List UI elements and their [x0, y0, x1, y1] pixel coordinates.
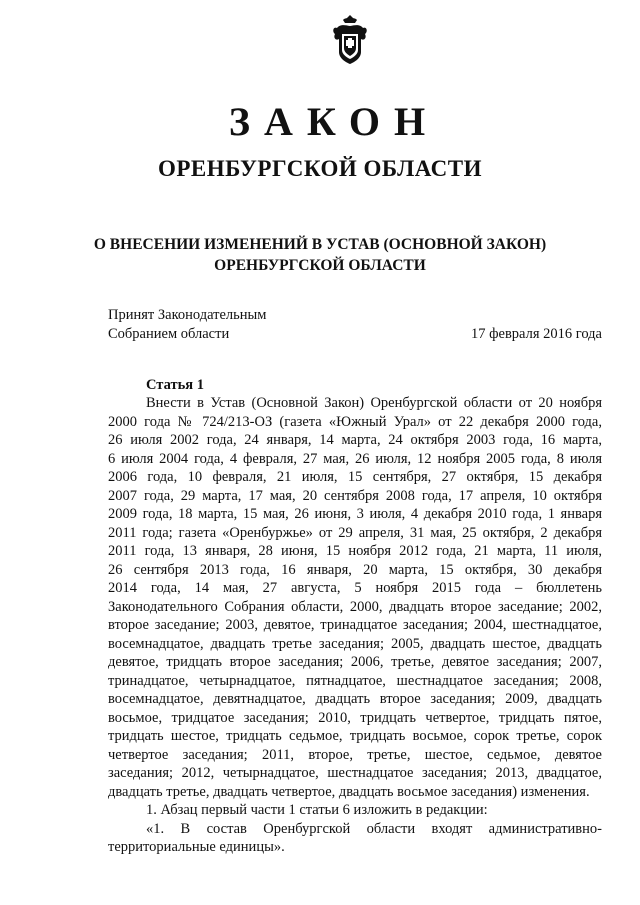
article-line: 2007 года, 29 марта, 17 мая, 20 сентября 2008 года, 17 апреля, 10 октября	[108, 487, 602, 504]
article-line: двадцать третье, двадцать четвертое, двадцать восьмое заседания) изменения.	[108, 783, 590, 800]
article-heading: Статья 1	[146, 377, 204, 393]
article-line: 2006 года, 10 февраля, 21 июля, 15 сентября, 27 октября, 15 декабря	[108, 469, 602, 485]
adoption-line-1: Принят Законодательным	[108, 307, 267, 323]
document-title: ЗАКОН	[228, 99, 440, 144]
article-line: 2009 года, 18 марта, 15 мая, 26 июня, 3 июля, 4 декабря 2010 года, 1 января	[108, 506, 602, 522]
article-body	[108, 394, 602, 857]
article-line: Законодательного Собрания области, 2000, двадцать второе заседание; 2002,	[108, 598, 602, 615]
article-line: девятое, тридцать второе заседания; 2006, третье, девятое заседания; 2007,	[108, 654, 602, 670]
article-line: «1. В состав Оренбургской области входят административно-	[146, 820, 602, 837]
article-line: 2011 года; газета «Оренбуржье» от 29 апреля, 31 мая, 25 октября, 2 декабря	[108, 524, 602, 541]
article-line: тринадцатое, четырнадцатое, пятнадцатое, шестнадцатое заседания; 2008,	[108, 672, 602, 689]
article-line: 26 июля 2002 года, 24 января, 14 марта, 24 октября 2003 года, 16 марта,	[108, 432, 602, 448]
article-line: территориальные единицы».	[108, 839, 285, 855]
article-line: заседания; 2012, четырнадцатое, шестнадцатое заседания; 2013, двадцатое,	[108, 765, 602, 781]
adoption-note	[108, 306, 266, 344]
article-line: 2000 года № 724/213-ОЗ (газета «Южный Урал» от 22 декабря 2000 года,	[108, 413, 602, 430]
article-line: тридцать шестое, тридцать седьмое, тридцать восьмое, сорок третье, сорок	[108, 728, 602, 744]
article-line: второе заседание; 2003, девятое, тринадцатое заседания; 2004, шестнадцатое,	[108, 617, 602, 633]
article-line: 1. Абзац первый части 1 статьи 6 изложить в редакции:	[146, 802, 488, 818]
article-line: 2014 года, 14 мая, 27 августа, 5 ноября 2015 года – бюллетень	[108, 580, 602, 596]
article-line: восемнадцатое, двадцать третье заседания; 2005, двадцать шестое, двадцать	[108, 635, 602, 652]
law-subject-line-1: О ВНЕСЕНИИ ИЗМЕНЕНИЙ В УСТАВ (ОСНОВНОЙ ЗАКОН)	[93, 236, 547, 253]
coat-of-arms-icon	[331, 14, 369, 66]
region-title: ОРЕНБУРГСКОЙ ОБЛАСТИ	[157, 156, 483, 181]
article-line: четвертое заседания; 2011, второе, третье, шестое, седьмое, девятое	[108, 746, 602, 763]
adoption-line-2: Собранием области	[108, 326, 230, 342]
law-subject	[0, 234, 640, 276]
article-line: восемнадцатое, девятнадцатое, двадцать второе заседания; 2009, двадцать	[108, 691, 602, 707]
article-line: Внести в Устав (Основной Закон) Оренбургской области от 20 ноября	[146, 395, 602, 411]
law-subject-line-2: ОРЕНБУРГСКОЙ ОБЛАСТИ	[214, 257, 426, 274]
article-line: восьмое, тридцатое заседания; 2010, тридцать четвертое, тридцать пятое,	[108, 709, 602, 726]
article-line: 2011 года, 13 января, 28 июня, 15 ноября 2012 года, 21 марта, 11 июля,	[108, 543, 602, 559]
article-line: 6 июля 2004 года, 4 февраля, 27 мая, 26 июля, 12 ноября 2005 года, 8 июля	[108, 450, 602, 467]
adoption-date: 17 февраля 2016 года	[470, 326, 602, 342]
article-line: 26 сентября 2013 года, 16 января, 20 марта, 15 октября, 30 декабря	[108, 561, 602, 578]
